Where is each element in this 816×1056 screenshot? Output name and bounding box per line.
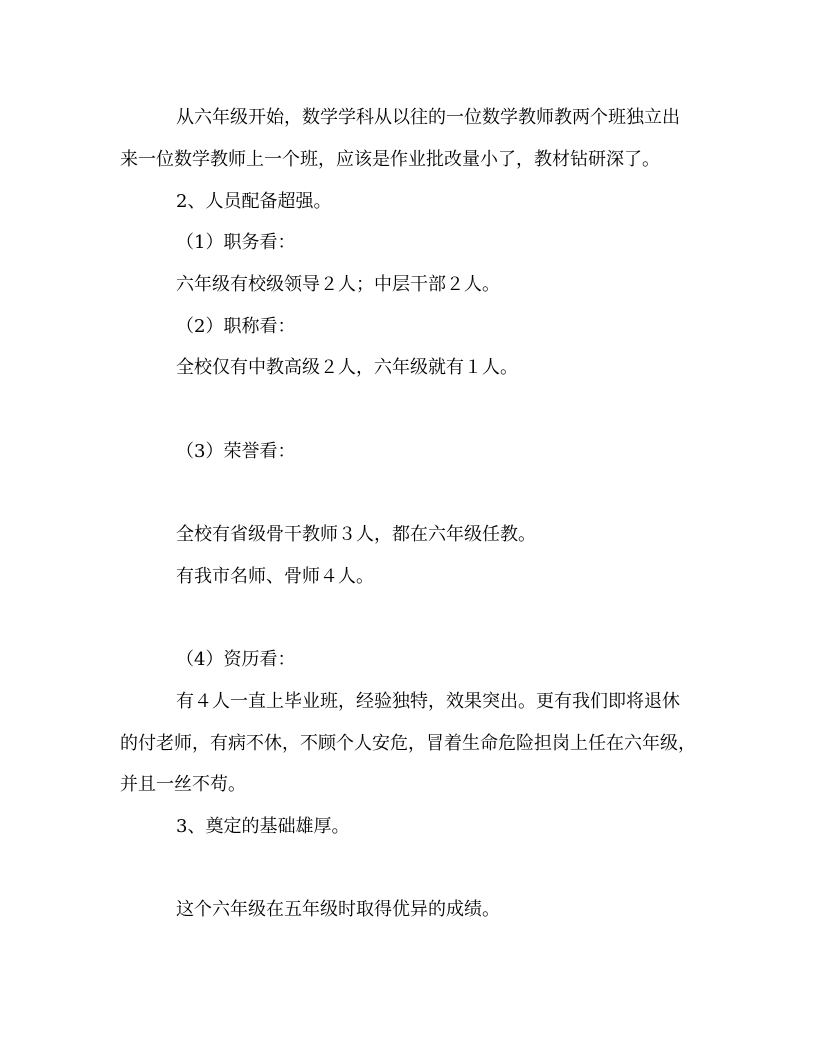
- paragraph-line: 有４人一直上毕业班，经验独特，效果突出。更有我们即将退休: [176, 691, 680, 712]
- section-heading: 2、人员配备超强。: [176, 191, 332, 212]
- paragraph-line: 全校仅有中教高级２人，六年级就有１人。: [176, 357, 518, 378]
- subsection-heading: （1）职务看：: [176, 232, 296, 253]
- paragraph-line: 来一位数学教师上一个班，应该是作业批改量小了，教材钻研深了。: [120, 149, 660, 170]
- paragraph-line: 六年级有校级领导２人；中层干部２人。: [176, 274, 500, 295]
- paragraph-line: 全校有省级骨干教师３人，都在六年级任教。: [176, 524, 536, 545]
- subsection-heading: （3）荣誉看：: [176, 441, 296, 462]
- paragraph-line: 这个六年级在五年级时取得优异的成绩。: [176, 899, 500, 920]
- paragraph-line: 从六年级开始，数学学科从以往的一位数学教师教两个班独立出: [176, 107, 680, 128]
- subsection-heading: （4）资历看：: [176, 649, 296, 670]
- subsection-heading: （2）职称看：: [176, 316, 296, 337]
- paragraph-line: 有我市名师、骨师４人。: [176, 566, 374, 587]
- section-heading: 3、奠定的基础雄厚。: [176, 816, 350, 837]
- paragraph-line: 的付老师，有病不休，不顾个人安危，冒着生命危险担岗上任在六年级，: [120, 733, 696, 754]
- paragraph-line: 并且一丝不苟。: [120, 774, 246, 795]
